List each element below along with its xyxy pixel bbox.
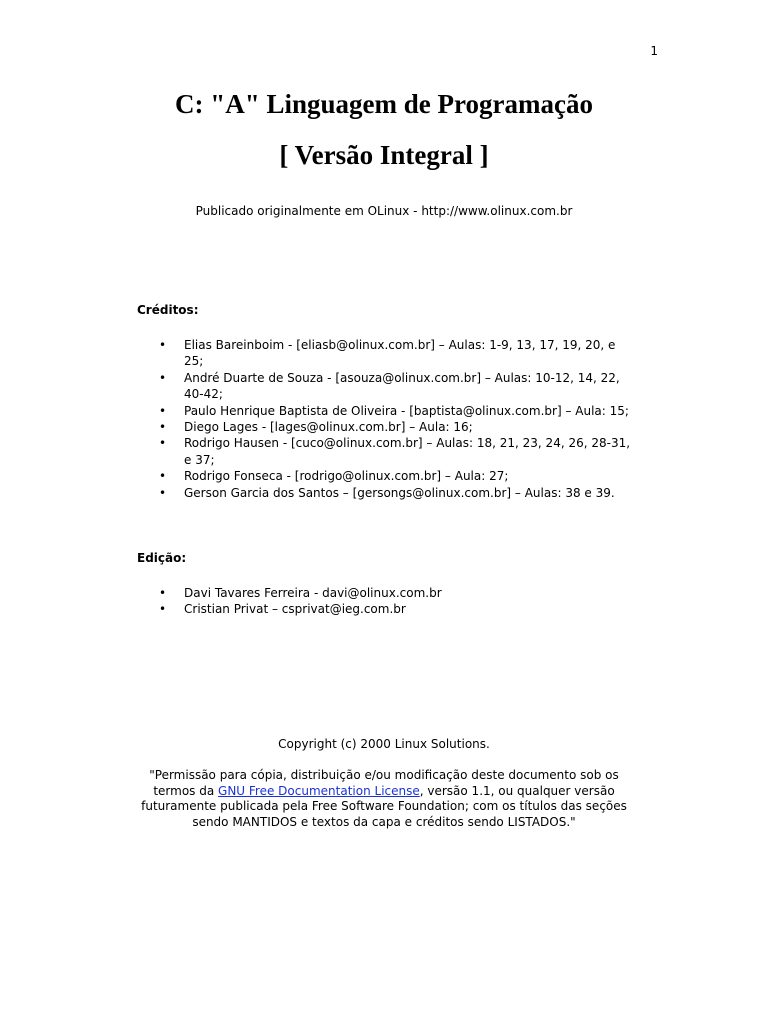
bullet-icon: •	[159, 602, 167, 617]
bullet-icon: •	[159, 485, 167, 500]
gnu-fdl-link[interactable]: GNU Free Documentation License	[218, 783, 420, 798]
credit-text: Rodrigo Fonseca - [rodrigo@olinux.com.br] – Aula: 27;	[184, 469, 509, 484]
bullet-icon: •	[159, 403, 167, 418]
published-note: Publicado originalmente em OLinux - http://www.olinux.com.br	[195, 204, 573, 218]
credit-text: André Duarte de Souza - [asouza@olinux.com.br] – Aulas: 10-12, 14, 22, 40-42;	[184, 370, 620, 402]
editor-item	[137, 601, 635, 617]
credit-text: Paulo Henrique Baptista de Oliveira - [baptista@olinux.com.br] – Aula: 15;	[184, 403, 629, 418]
credit-item	[137, 370, 635, 403]
copyright-notice: Copyright (c) 2000 Linux Solutions.	[278, 737, 490, 751]
credit-item	[137, 485, 635, 501]
credits-heading: Créditos:	[137, 303, 199, 317]
bullet-icon: •	[159, 338, 167, 352]
bullet-icon: •	[159, 370, 167, 385]
credit-item	[137, 468, 635, 484]
bullet-icon: •	[159, 436, 167, 451]
credit-item	[137, 419, 635, 435]
credit-item	[137, 403, 635, 419]
edition-heading: Edição:	[137, 551, 187, 565]
editor-text: Davi Tavares Ferreira - davi@olinux.com.br	[184, 586, 442, 600]
edition-list	[137, 585, 635, 618]
credits-list	[137, 337, 635, 501]
bullet-icon: •	[159, 420, 167, 435]
bullet-icon: •	[159, 586, 167, 600]
document-title: C: "A" Linguagem de Programação	[175, 89, 593, 119]
credit-text: Rodrigo Hausen - [cuco@olinux.com.br] – Aulas: 18, 21, 23, 24, 26, 28-31, e 37;	[184, 436, 631, 467]
credit-text: Gerson Garcia dos Santos – [gersongs@olinux.com.br] – Aulas: 38 e 39.	[184, 485, 615, 500]
license-text-after: , versão 1.1, ou qualquer versão futuramente publicada pela Free Software Foundation; com os títulos das seções sendo MANTIDOS e textos da capa e créditos sendo LISTADOS."	[141, 783, 627, 829]
document-subtitle: [ Versão Integral ]	[279, 140, 489, 170]
page-number: 1	[650, 44, 658, 58]
editor-text: Cristian Privat – csprivat@ieg.com.br	[184, 602, 406, 617]
license-text-before: "Permissão para cópia, distribuição e/ou modificação deste documento sob os termos da	[149, 768, 619, 798]
credit-item	[137, 435, 635, 468]
credit-item	[137, 337, 635, 370]
editor-item	[137, 585, 635, 601]
bullet-icon: •	[159, 469, 167, 484]
credit-text: Diego Lages - [lages@olinux.com.br] – Aula: 16;	[184, 420, 473, 435]
license-notice	[134, 768, 634, 830]
credit-text: Elias Bareinboim - [eliasb@olinux.com.br] – Aulas: 1-9, 13, 17, 19, 20, e 25;	[184, 338, 616, 369]
